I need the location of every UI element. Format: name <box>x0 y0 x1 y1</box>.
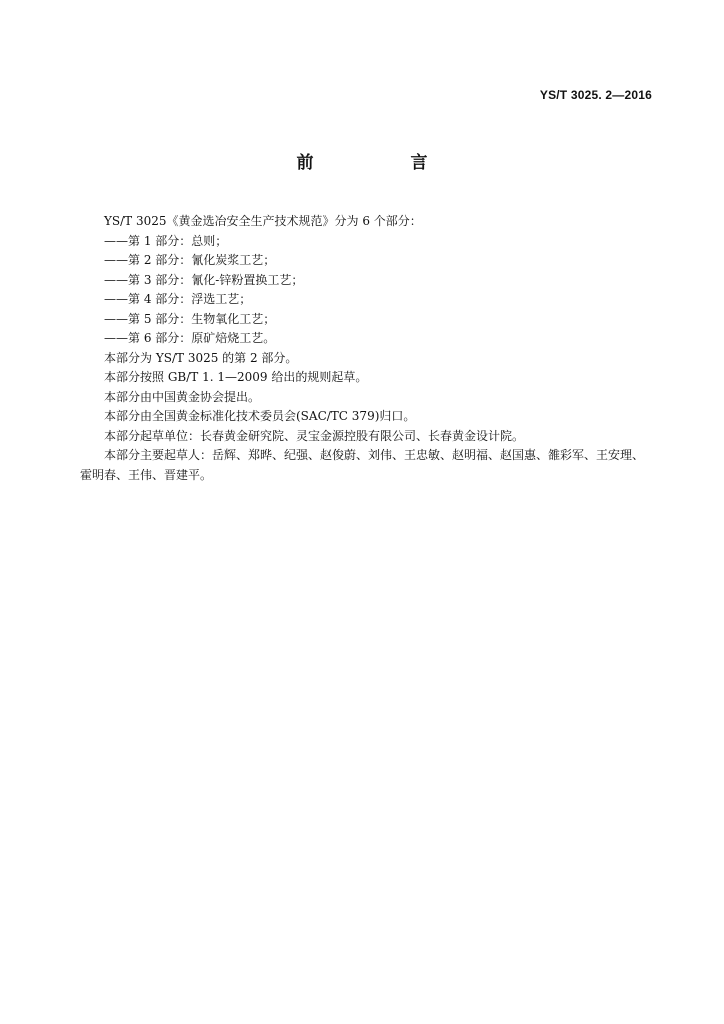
administrator: 本部分由全国黄金标准化技术委员会(SAC/TC 379)归口。 <box>104 409 416 423</box>
intro-paragraph: YS/T 3025《黄金选冶安全生产技术规范》分为 6 个部分： <box>104 214 422 228</box>
main-drafters: 本部分主要起草人：岳辉、郑晔、纪强、赵俊蔚、刘伟、王忠敏、赵明福、赵国惠、雒彩军、王安理、霍明春、王伟、晋建平。 <box>80 448 645 482</box>
drafting-organizations: 本部分起草单位：长春黄金研究院、灵宝金源控股有限公司、长春黄金设计院。 <box>104 428 525 443</box>
proposer: 本部分由中国黄金协会提出。 <box>104 389 261 404</box>
part-statement: 本部分为 YS/T 3025 的第 2 部分。 <box>104 350 298 365</box>
drafting-rules: 本部分按照 GB/T 1. 1—2009 给出的规则起草。 <box>104 370 368 384</box>
part-list-item-5: ——第 5 部分：生物氧化工艺； <box>104 311 276 326</box>
page-title: 前 言 <box>296 153 468 173</box>
foreword-body <box>80 212 654 485</box>
part-list-item-1: ——第 1 部分：总则； <box>104 233 228 248</box>
part-list-item-2: ——第 2 部分：氰化炭浆工艺； <box>104 253 276 267</box>
part-list-item-3: ——第 3 部分：氰化-锌粉置换工艺； <box>104 272 304 287</box>
part-list-item-6: ——第 6 部分：原矿焙烧工艺。 <box>104 331 276 345</box>
part-list-item-4: ——第 4 部分：浮选工艺； <box>104 292 252 306</box>
standard-code: YS/T 3025. 2—2016 <box>539 88 652 102</box>
